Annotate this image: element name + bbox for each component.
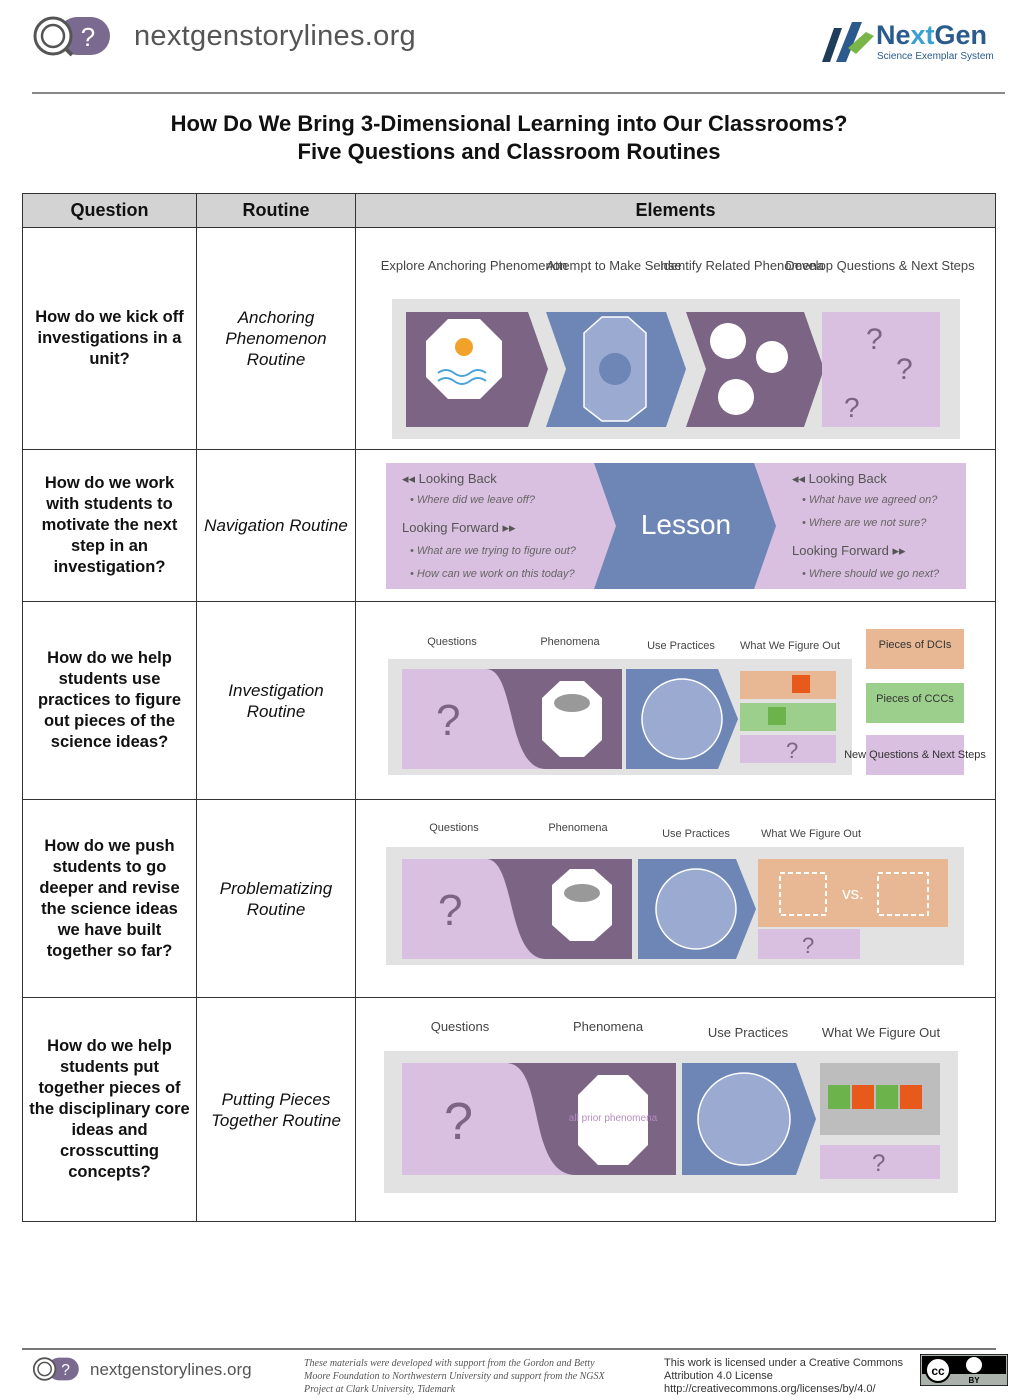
page-title	[0, 110, 1018, 166]
navigation-diagram	[356, 451, 994, 601]
looking-back-right: ◂◂ Looking Back	[792, 470, 887, 486]
cloud-icon	[564, 884, 600, 902]
question-cell: How do we help students use practices to figure out pieces of the science ideas?	[23, 602, 197, 800]
step-label: Develop Questions & Next Steps	[785, 257, 975, 273]
related-phenomena-panel	[686, 312, 824, 427]
routines-table	[22, 193, 996, 1222]
license-text: This work is licensed under a Creative Commons Attribution 4.0 License	[664, 1357, 904, 1382]
ccc-callout-label: Pieces of CCCs	[876, 692, 954, 705]
cc-by-badge-icon[interactable]	[920, 1354, 1008, 1386]
question-mark-icon: ?	[802, 932, 815, 958]
phenomenon-octagon	[552, 869, 612, 941]
puzzle-piece-icon	[792, 675, 810, 693]
stage-label: What We Figure Out	[760, 827, 862, 840]
stage-label: Phenomena	[548, 821, 608, 834]
stage-label: Questions	[427, 635, 477, 648]
question-mark-icon: ?	[866, 322, 883, 356]
lesson-label: Lesson	[640, 508, 732, 540]
stage-label: Phenomena	[540, 635, 600, 648]
stage-label: Use Practices	[707, 1024, 789, 1040]
page-footer	[0, 1340, 1018, 1400]
phenomenon-octagon	[426, 319, 502, 399]
table-row	[23, 998, 996, 1222]
nav-question: • What have we agreed on?	[802, 493, 938, 506]
nav-question: • What are we trying to figure out?	[410, 544, 576, 557]
puzzle-piece-icon	[900, 1085, 922, 1109]
page-header	[0, 0, 1018, 95]
dci-piece-row	[740, 671, 836, 699]
puzzle-piece-icon	[852, 1085, 874, 1109]
nextgen-logo-icon	[818, 18, 878, 64]
license-statement	[664, 1357, 904, 1396]
stage-label: What We Figure Out	[739, 639, 841, 652]
practices-wheel-icon	[698, 1073, 790, 1165]
elements-cell	[356, 800, 996, 998]
nextgen-brand: NextGen	[876, 20, 988, 50]
puzzle-piece-icon	[876, 1085, 898, 1109]
storylines-logo-icon	[32, 1356, 80, 1382]
puzzle-piece-icon	[828, 1085, 850, 1109]
routine-cell: Navigation Routine	[197, 450, 356, 602]
question-cell: How do we work with students to motivate the next step in an investigation?	[23, 450, 197, 602]
table-row	[23, 602, 996, 800]
new-questions-callout-label: New Questions & Next Steps	[844, 748, 986, 761]
question-cell: How do we kick off investigations in a unit?	[23, 228, 197, 450]
all-prior-phenomena-label: all prior phenomena	[568, 1112, 658, 1124]
support-statement: These materials were developed with support from the Gordon and Betty Moore Foundation to Northwestern University and support from the NGSX Project at Clark University, Tidemark	[304, 1358, 605, 1395]
question-mark-icon: ?	[438, 885, 463, 935]
looking-forward-right: Looking Forward ▸▸	[792, 542, 906, 558]
svg-text:BY: BY	[968, 1376, 980, 1385]
footer-site-name[interactable]: nextgenstorylines.org	[90, 1360, 252, 1379]
glass-icon	[718, 379, 754, 415]
vs-label: vs.	[842, 883, 864, 903]
routine-cell: Anchoring Phenomenon Routine	[197, 228, 356, 450]
title-line-1: How Do We Bring 3-Dimensional Learning into Our Classrooms?	[170, 111, 848, 136]
beaker-icon	[756, 341, 788, 373]
question-mark-icon: ?	[436, 695, 461, 745]
looking-forward-left: Looking Forward ▸▸	[402, 519, 516, 535]
question-mark-icon: ?	[444, 1092, 473, 1151]
step-label: Attempt to Make Sense	[546, 257, 682, 273]
ccc-piece-row	[740, 703, 836, 731]
routine-cell: Putting Pieces Together Routine	[197, 998, 356, 1222]
footer-divider	[22, 1348, 996, 1350]
dci-callout-label: Pieces of DCIs	[878, 638, 952, 651]
nav-question: • Where did we leave off?	[410, 493, 535, 506]
routine-cell: Investigation Routine	[197, 602, 356, 800]
looking-back-left: ◂◂ Looking Back	[402, 470, 497, 486]
svg-text:?: ?	[61, 1362, 70, 1379]
question-mark-icon: ?	[896, 352, 913, 386]
wheel-center	[599, 353, 631, 385]
question-mark-icon: ?	[872, 1149, 886, 1177]
putting-pieces-diagram	[356, 999, 994, 1221]
table-header-row	[23, 194, 996, 228]
nextgen-tagline: Science Exemplar System	[877, 51, 994, 62]
nav-question: • How can we work on this today?	[410, 567, 575, 580]
stage-label: Use Practices	[662, 827, 730, 840]
svg-text:?: ?	[80, 22, 96, 52]
practices-wheel-icon	[656, 869, 736, 949]
problematizing-diagram	[356, 801, 994, 997]
elements-cell	[356, 998, 996, 1222]
cloud-icon	[710, 323, 746, 359]
question-cell: How do we help students put together pieces of the disciplinary core ideas and crosscutting concepts?	[23, 998, 197, 1222]
practices-wheel-icon	[642, 679, 722, 759]
question-mark-icon: ?	[786, 737, 799, 763]
step-label: Explore Anchoring Phenomenon	[380, 257, 568, 273]
investigation-diagram	[356, 603, 994, 799]
question-cell: How do we push students to go deeper and revise the science ideas we have built together so far?	[23, 800, 197, 998]
title-line-2: Five Questions and Classroom Routines	[297, 139, 721, 164]
table-row	[23, 450, 996, 602]
elements-cell	[356, 602, 996, 800]
sun-icon	[455, 338, 473, 356]
puzzle-piece-icon	[768, 707, 786, 725]
nav-question: • Where are we not sure?	[802, 516, 927, 529]
storylines-logo-icon	[32, 15, 112, 57]
elements-cell	[356, 228, 996, 450]
table-row	[23, 800, 996, 998]
svg-text:cc: cc	[931, 1364, 945, 1378]
phenomenon-octagon	[542, 681, 602, 757]
stage-label: Use Practices	[647, 639, 715, 652]
stage-label: Questions	[430, 1018, 490, 1034]
stage-label: Questions	[429, 821, 479, 834]
header-divider	[32, 92, 1005, 94]
routine-cell: Problematizing Routine	[197, 800, 356, 998]
elements-cell	[356, 450, 996, 602]
nav-question: • Where should we go next?	[802, 567, 940, 580]
license-link[interactable]: http://creativecommons.org/licenses/by/4.0/	[664, 1383, 876, 1395]
stage-label: What We Figure Out	[821, 1024, 941, 1040]
question-mark-icon: ?	[844, 391, 860, 423]
header-routine: Routine	[197, 194, 356, 228]
stage-label: Phenomena	[572, 1018, 644, 1034]
table-row	[23, 228, 996, 450]
header-question: Question	[23, 194, 197, 228]
anchoring-diagram	[356, 229, 994, 449]
rain-cloud-icon	[554, 694, 590, 712]
step-label: Identify Related Phenomena	[659, 257, 825, 273]
site-name[interactable]: nextgenstorylines.org	[134, 20, 416, 52]
header-elements: Elements	[356, 194, 996, 228]
